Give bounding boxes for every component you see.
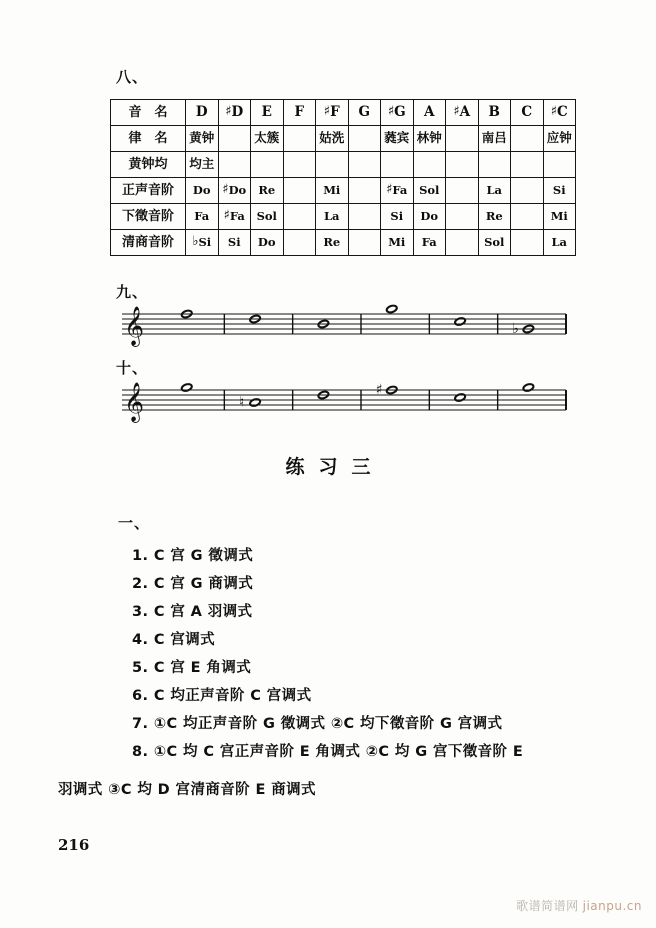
watermark [516,897,642,914]
table-cell [218,230,251,256]
cell-text: G [394,104,406,121]
sharp-icon: ♯ [550,104,558,120]
answer-item: 8. ①C 均 C 宫正声音阶 E 角调式 ②C 均 G 宫下徵音阶 E [132,744,524,760]
cell-text: C [557,104,568,121]
notehead [454,317,466,326]
table-cell [413,178,446,204]
table-row [111,204,576,230]
table-cell [446,230,479,256]
row-header: 清商音阶 [111,230,186,256]
table-cell [543,178,576,204]
table-cell [348,230,381,256]
table-cell [381,204,414,230]
cell-text: Si [227,234,241,249]
table-cell: F [283,100,316,126]
answer-item: 1. C 宫 G 徵调式 [132,548,254,564]
cell-text: D [231,104,244,121]
notehead [454,393,466,402]
table-cell [348,178,381,204]
notehead [249,398,261,407]
cell-text: Re [485,208,503,223]
answer-item: 2. C 宫 G 商调式 [132,576,254,592]
row-header: 黄钟均 [111,152,186,178]
music-staff-nine [118,302,570,348]
cell-text: Sol [256,208,277,223]
table-cell: B [478,100,511,126]
notehead [181,383,193,392]
watermark-site: jianpu.cn [582,899,642,913]
cell-text: Si [390,208,404,223]
watermark-label: 歌谱简谱网 [516,899,579,913]
table-cell [251,204,284,230]
cell-text: Sol [419,182,440,197]
table-cell [543,100,576,126]
table-cell [251,230,284,256]
answer-item: 7. ①C 均正声音阶 G 徵调式 ②C 均下徵音阶 G 宫调式 [132,716,503,732]
table-cell [218,126,251,152]
table-cell [478,152,511,178]
sharp-icon: ♯ [387,104,395,120]
treble-clef-icon: 𝄞 [124,382,145,422]
table-cell: A [413,100,446,126]
row-header: 正声音阶 [111,178,186,204]
notehead [386,304,398,313]
table-cell [478,204,511,230]
row-header: 音 名 [111,100,186,126]
table-row [111,126,576,152]
table-cell [381,230,414,256]
table-cell: 黄钟 [186,126,219,152]
table-row [111,100,576,126]
cell-text: Fa [421,234,437,249]
cell-text: Fa [229,209,245,224]
exercise-title: 练习三 [285,456,385,478]
row-header: 律 名 [111,126,186,152]
table-row [111,230,576,256]
cell-text: Mi [323,182,341,197]
page-number: 216 [58,836,90,854]
section-marker-nine: 九、 [116,283,149,301]
sharp-icon: ♯ [323,104,331,120]
cell-text: Fa [392,183,408,198]
sharp-icon: ♯ [375,382,383,398]
row-header: 下徵音阶 [111,204,186,230]
sharp-icon: ♯ [386,182,393,198]
cell-text: La [486,182,503,197]
answer-item: 5. C 宫 E 角调式 [132,660,252,676]
table-cell [478,230,511,256]
flat-icon: ♭ [512,321,520,337]
cell-text: Si [552,182,566,197]
table-cell [186,230,219,256]
table-cell: G [348,100,381,126]
flat-icon: ♭ [192,234,199,250]
table-cell [348,204,381,230]
table-cell: 林钟 [413,126,446,152]
table-cell [446,178,479,204]
tone-name-table [110,99,576,256]
cell-text: A [459,104,471,121]
cell-text: Re [258,182,276,197]
sharp-icon: ♯ [453,104,460,120]
table-cell [283,152,316,178]
answer-item-8-continuation: 羽调式 ③C 均 D 宫清商音阶 E 商调式 [58,782,316,798]
section-marker-eight: 八、 [116,68,149,86]
table-cell: 南吕 [478,126,511,152]
table-cell [348,152,381,178]
table-cell [478,178,511,204]
cell-text: Sol [484,234,505,249]
cell-text: Mi [388,234,406,249]
table-cell [511,126,544,152]
table-cell [218,152,251,178]
cell-text: La [551,234,568,249]
table-cell [543,204,576,230]
table-cell [218,204,251,230]
cell-text: Re [323,234,341,249]
staff-notation [118,302,570,348]
table-cell: 均主 [186,152,219,178]
table-cell: C [511,100,544,126]
table-cell [283,230,316,256]
table-row [111,178,576,204]
table-cell [218,178,251,204]
table-cell [283,204,316,230]
natural-icon: ♮ [239,394,245,411]
treble-clef-icon: 𝄞 [124,306,145,346]
cell-text: La [323,208,340,223]
music-staff-ten [118,378,570,424]
answers-section-marker: 一、 [118,514,151,532]
table-cell [186,204,219,230]
table-cell [251,178,284,204]
table-cell [543,230,576,256]
notehead [523,383,535,392]
cell-text: F [330,104,340,121]
cell-text: Do [257,234,276,249]
answer-item: 6. C 均正声音阶 C 宫调式 [132,688,312,704]
answers-list [118,542,598,766]
table-cell [381,178,414,204]
sharp-icon: ♯ [223,208,230,224]
table-cell [446,126,479,152]
cell-text: Si [198,235,212,250]
staff-notation [118,378,570,424]
sharp-icon: ♯ [225,104,232,120]
table-row [111,152,576,178]
table-cell [543,152,576,178]
table-cell [316,152,349,178]
cell-text: Mi [550,208,568,223]
table-cell [413,230,446,256]
table-cell: 应钟 [543,126,576,152]
table-cell [348,126,381,152]
table-cell [381,100,414,126]
table-cell: E [251,100,284,126]
table-cell [283,126,316,152]
table-cell [413,204,446,230]
table-cell [446,204,479,230]
table-cell [446,100,479,126]
cell-text: Do [420,208,439,223]
table-cell [283,178,316,204]
table-cell [316,178,349,204]
table-cell [511,204,544,230]
table-cell [511,230,544,256]
table-cell [316,204,349,230]
table-cell [316,230,349,256]
table-cell [381,152,414,178]
table-cell: 姑洗 [316,126,349,152]
table-cell [446,152,479,178]
table-cell [511,178,544,204]
answer-item: 3. C 宫 A 羽调式 [132,604,253,620]
table-cell [218,100,251,126]
table-cell: 太簇 [251,126,284,152]
table-cell [251,152,284,178]
cell-text: Fa [194,208,210,223]
cell-text: Do [228,183,247,198]
answer-item: 4. C 宫调式 [132,632,216,648]
table-cell [413,152,446,178]
cell-text: Do [192,182,211,197]
sharp-icon: ♯ [222,182,229,198]
table-cell [511,152,544,178]
table-cell: D [186,100,219,126]
table-cell [316,100,349,126]
table-cell: 蕤宾 [381,126,414,152]
table-cell [186,178,219,204]
section-marker-ten: 十、 [116,359,149,377]
